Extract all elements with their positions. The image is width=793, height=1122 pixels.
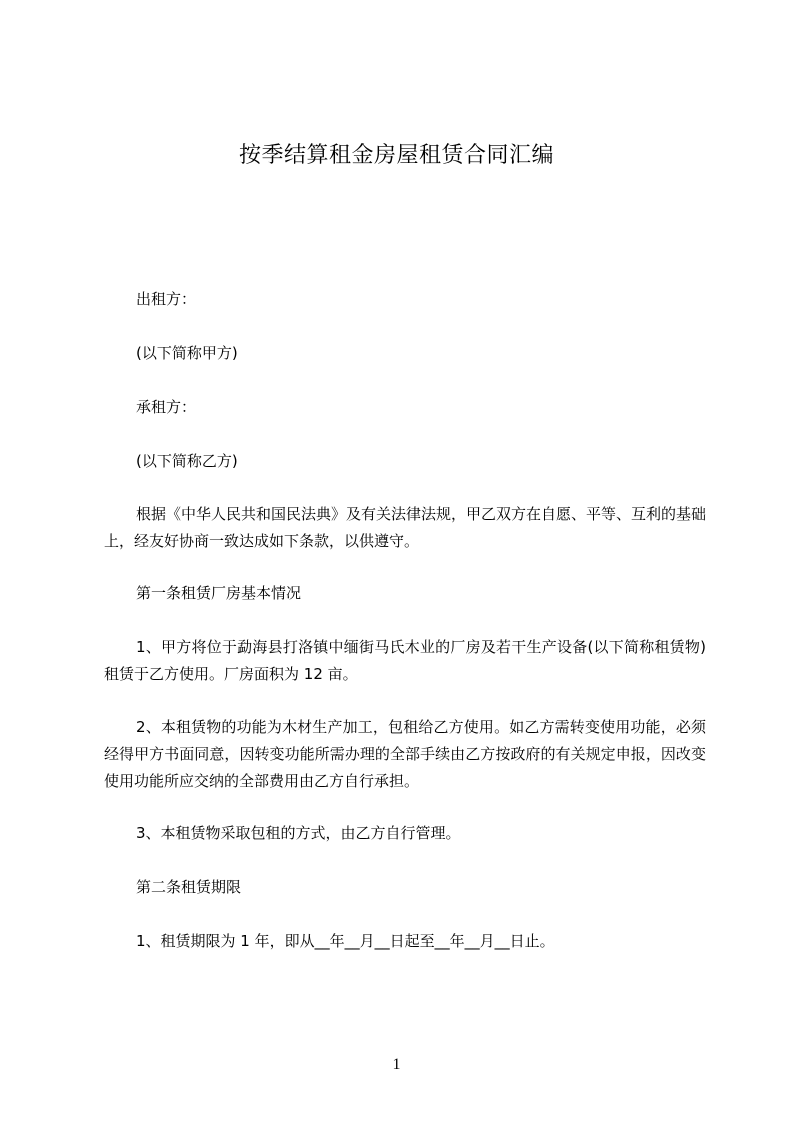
document-title: 按季结算租金房屋租赁合同汇编 bbox=[238, 143, 554, 168]
lessor-label: 出租方： bbox=[136, 290, 197, 308]
page-number: 1 bbox=[392, 1056, 401, 1073]
article-2-clause-1: 1、租赁期限为 1 年，即从__年__月__日起至__年__月__日止。 bbox=[136, 932, 555, 950]
article-1-clause-3: 3、本租赁物采取包租的方式，由乙方自行管理。 bbox=[136, 824, 461, 842]
lessor-note: (以下简称甲方) bbox=[136, 344, 238, 362]
article-1-clause-2: 2、本租赁物的功能为木材生产加工，包租给乙方使用。如乙方需转变使用功能，必须经得甲方书面同意，因转变功能所需办理的全部手续由乙方按政府的有关规定申报，因改变使用功能所应交纳的全部费用由乙方自行承担。 bbox=[104, 718, 706, 790]
lessee-note: (以下简称乙方) bbox=[136, 452, 238, 470]
article-1-clause-1: 1、甲方将位于勐海县打洛镇中缅街马氏木业的厂房及若干生产设备(以下简称租赁物)租赁于乙方使用。厂房面积为 12 亩。 bbox=[104, 638, 706, 683]
lessee-label: 承租方： bbox=[136, 398, 197, 416]
article-2-heading: 第二条租赁期限 bbox=[136, 878, 242, 896]
preamble-paragraph: 根据《中华人民共和国民法典》及有关法律法规，甲乙双方在自愿、平等、互利的基础上，经友好协商一致达成如下条款，以供遵守。 bbox=[104, 505, 707, 550]
article-1-heading: 第一条租赁厂房基本情况 bbox=[136, 584, 302, 602]
